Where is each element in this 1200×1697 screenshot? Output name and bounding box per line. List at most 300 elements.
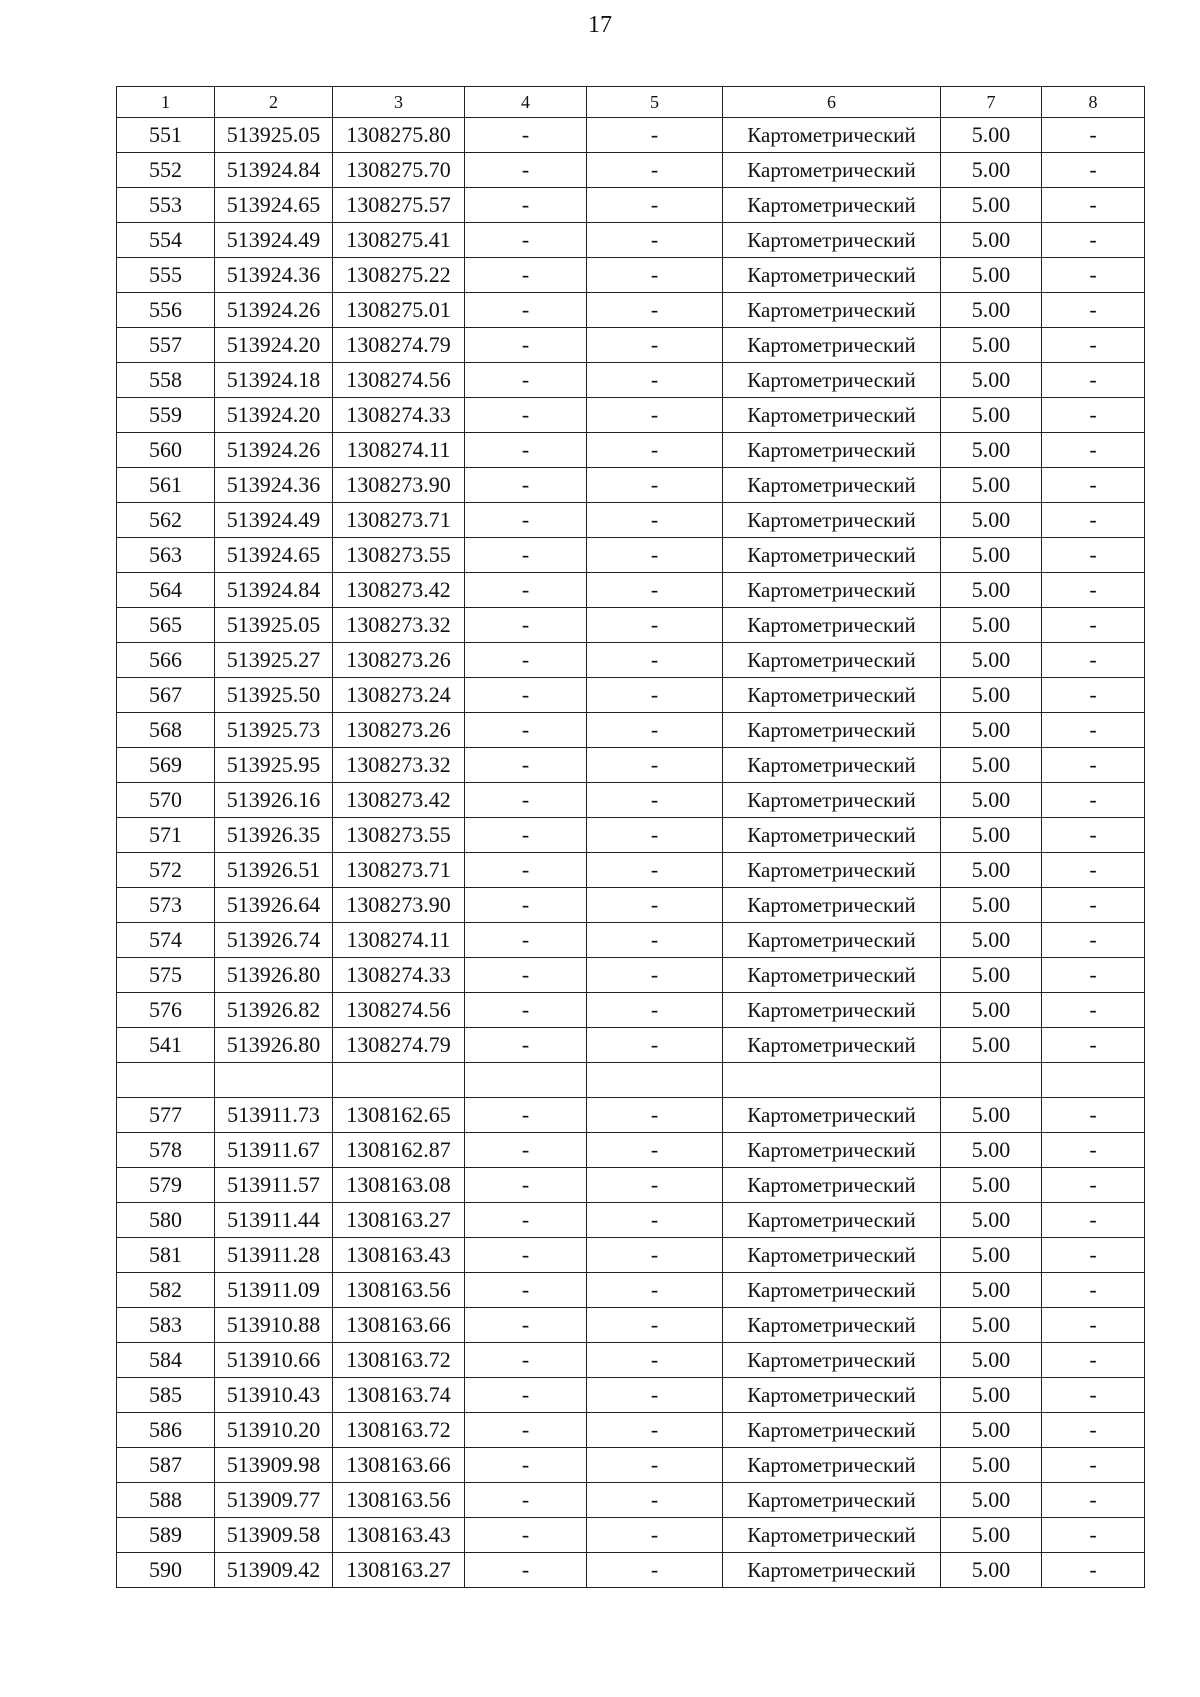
table-row bbox=[117, 538, 1145, 573]
table-row bbox=[117, 958, 1145, 993]
precision-cell: 5.00 bbox=[941, 258, 1042, 293]
column-4-cell: - bbox=[465, 503, 587, 538]
method-cell: Картометрический bbox=[723, 433, 941, 468]
column-5-cell: - bbox=[587, 1553, 723, 1588]
y-coordinate-cell: 1308273.71 bbox=[333, 503, 465, 538]
method-cell: Картометрический bbox=[723, 328, 941, 363]
column-5-cell: - bbox=[587, 398, 723, 433]
method-cell: Картометрический bbox=[723, 538, 941, 573]
precision-cell: 5.00 bbox=[941, 958, 1042, 993]
table-row bbox=[117, 1553, 1145, 1588]
point-number-cell: 560 bbox=[117, 433, 215, 468]
x-coordinate-cell: 513926.80 bbox=[215, 958, 333, 993]
column-8-cell: - bbox=[1042, 328, 1145, 363]
column-5-cell: - bbox=[587, 363, 723, 398]
precision-cell: 5.00 bbox=[941, 468, 1042, 503]
column-8-cell: - bbox=[1042, 818, 1145, 853]
precision-cell: 5.00 bbox=[941, 1168, 1042, 1203]
table-row bbox=[117, 783, 1145, 818]
y-coordinate-cell: 1308274.33 bbox=[333, 958, 465, 993]
column-5-cell: - bbox=[587, 503, 723, 538]
precision-cell: 5.00 bbox=[941, 923, 1042, 958]
column-4-cell: - bbox=[465, 853, 587, 888]
x-coordinate-cell: 513924.18 bbox=[215, 363, 333, 398]
column-5-cell: - bbox=[587, 1203, 723, 1238]
y-coordinate-cell: 1308162.87 bbox=[333, 1133, 465, 1168]
x-coordinate-cell: 513924.65 bbox=[215, 538, 333, 573]
y-coordinate-cell: 1308275.22 bbox=[333, 258, 465, 293]
table-row bbox=[117, 223, 1145, 258]
method-cell: Картометрический bbox=[723, 643, 941, 678]
point-number-cell: 558 bbox=[117, 363, 215, 398]
table-row bbox=[117, 468, 1145, 503]
column-4-cell: - bbox=[465, 188, 587, 223]
precision-cell: 5.00 bbox=[941, 363, 1042, 398]
y-coordinate-cell: 1308163.43 bbox=[333, 1518, 465, 1553]
column-4-cell: - bbox=[465, 118, 587, 153]
precision-cell: 5.00 bbox=[941, 1553, 1042, 1588]
point-number-cell: 555 bbox=[117, 258, 215, 293]
method-cell: Картометрический bbox=[723, 888, 941, 923]
y-coordinate-cell: 1308163.43 bbox=[333, 1238, 465, 1273]
table-row bbox=[117, 1063, 1145, 1098]
point-number-cell: 541 bbox=[117, 1028, 215, 1063]
precision-cell: 5.00 bbox=[941, 1448, 1042, 1483]
column-4-cell: - bbox=[465, 748, 587, 783]
x-coordinate-cell: 513911.57 bbox=[215, 1168, 333, 1203]
precision-cell: 5.00 bbox=[941, 1483, 1042, 1518]
column-5-cell: - bbox=[587, 188, 723, 223]
y-coordinate-cell: 1308273.24 bbox=[333, 678, 465, 713]
x-coordinate-cell: 513911.73 bbox=[215, 1098, 333, 1133]
column-header: 8 bbox=[1042, 87, 1145, 118]
x-coordinate-cell: 513926.82 bbox=[215, 993, 333, 1028]
precision-cell: 5.00 bbox=[941, 1098, 1042, 1133]
precision-cell: 5.00 bbox=[941, 188, 1042, 223]
column-4-cell: - bbox=[465, 923, 587, 958]
point-number-cell: 584 bbox=[117, 1343, 215, 1378]
column-8-cell: - bbox=[1042, 853, 1145, 888]
column-5-cell: - bbox=[587, 1483, 723, 1518]
x-coordinate-cell: 513909.58 bbox=[215, 1518, 333, 1553]
x-coordinate-cell: 513925.73 bbox=[215, 713, 333, 748]
column-5-cell: - bbox=[587, 258, 723, 293]
column-8-cell: - bbox=[1042, 1343, 1145, 1378]
y-coordinate-cell: 1308274.33 bbox=[333, 398, 465, 433]
column-8-cell: - bbox=[1042, 293, 1145, 328]
column-4-cell: - bbox=[465, 958, 587, 993]
x-coordinate-cell: 513910.43 bbox=[215, 1378, 333, 1413]
y-coordinate-cell: 1308163.56 bbox=[333, 1483, 465, 1518]
table-row bbox=[117, 328, 1145, 363]
column-4-cell: - bbox=[465, 713, 587, 748]
point-number-cell: 581 bbox=[117, 1238, 215, 1273]
column-number-row bbox=[117, 87, 1145, 118]
method-cell: Картометрический bbox=[723, 1378, 941, 1413]
y-coordinate-cell: 1308273.55 bbox=[333, 818, 465, 853]
column-8-cell: - bbox=[1042, 363, 1145, 398]
column-8-cell: - bbox=[1042, 608, 1145, 643]
table-row bbox=[117, 1273, 1145, 1308]
column-4-cell: - bbox=[465, 328, 587, 363]
y-coordinate-cell: 1308274.11 bbox=[333, 433, 465, 468]
method-cell: Картометрический bbox=[723, 1238, 941, 1273]
table-row bbox=[117, 853, 1145, 888]
table-row bbox=[117, 1448, 1145, 1483]
precision-cell: 5.00 bbox=[941, 293, 1042, 328]
column-5-cell: - bbox=[587, 328, 723, 363]
column-4-cell: - bbox=[465, 258, 587, 293]
method-cell: Картометрический bbox=[723, 1413, 941, 1448]
x-coordinate-cell: 513911.67 bbox=[215, 1133, 333, 1168]
column-4-cell: - bbox=[465, 433, 587, 468]
precision-cell: 5.00 bbox=[941, 223, 1042, 258]
column-header: 7 bbox=[941, 87, 1042, 118]
column-4-cell: - bbox=[465, 1203, 587, 1238]
x-coordinate-cell: 513924.65 bbox=[215, 188, 333, 223]
method-cell: Картометрический bbox=[723, 118, 941, 153]
table-row bbox=[117, 258, 1145, 293]
column-header: 5 bbox=[587, 87, 723, 118]
point-number-cell: 571 bbox=[117, 818, 215, 853]
x-coordinate-cell: 513926.64 bbox=[215, 888, 333, 923]
column-4-cell: - bbox=[465, 468, 587, 503]
table-row bbox=[117, 573, 1145, 608]
method-cell: Картометрический bbox=[723, 1518, 941, 1553]
column-5-cell: - bbox=[587, 1518, 723, 1553]
point-number-cell: 569 bbox=[117, 748, 215, 783]
point-number-cell: 564 bbox=[117, 573, 215, 608]
precision-cell: 5.00 bbox=[941, 573, 1042, 608]
column-header: 1 bbox=[117, 87, 215, 118]
column-header: 4 bbox=[465, 87, 587, 118]
point-number-cell: 572 bbox=[117, 853, 215, 888]
column-5-cell: - bbox=[587, 1098, 723, 1133]
column-4-cell: - bbox=[465, 1343, 587, 1378]
y-coordinate-cell: 1308275.57 bbox=[333, 188, 465, 223]
x-coordinate-cell: 513924.36 bbox=[215, 468, 333, 503]
x-coordinate-cell: 513910.20 bbox=[215, 1413, 333, 1448]
column-4-cell: - bbox=[465, 538, 587, 573]
table-row bbox=[117, 118, 1145, 153]
column-8-cell: - bbox=[1042, 398, 1145, 433]
column-5-cell: - bbox=[587, 433, 723, 468]
method-cell: Картометрический bbox=[723, 853, 941, 888]
point-number-cell: 553 bbox=[117, 188, 215, 223]
column-5-cell: - bbox=[587, 1413, 723, 1448]
column-5-cell: - bbox=[587, 223, 723, 258]
precision-cell: 5.00 bbox=[941, 433, 1042, 468]
table-row bbox=[117, 1133, 1145, 1168]
table-row bbox=[117, 608, 1145, 643]
point-number-cell: 573 bbox=[117, 888, 215, 923]
column-4-cell: - bbox=[465, 293, 587, 328]
column-8-cell: - bbox=[1042, 538, 1145, 573]
column-8-cell: - bbox=[1042, 1413, 1145, 1448]
y-coordinate-cell: 1308275.41 bbox=[333, 223, 465, 258]
y-coordinate-cell: 1308273.26 bbox=[333, 643, 465, 678]
column-5-cell: - bbox=[587, 1238, 723, 1273]
method-cell: Картометрический bbox=[723, 1343, 941, 1378]
y-coordinate-cell: 1308163.74 bbox=[333, 1378, 465, 1413]
table-row bbox=[117, 1378, 1145, 1413]
column-8-cell: - bbox=[1042, 433, 1145, 468]
table-body bbox=[117, 87, 1145, 1588]
column-8-cell: - bbox=[1042, 468, 1145, 503]
table-row bbox=[117, 398, 1145, 433]
method-cell: Картометрический bbox=[723, 398, 941, 433]
y-coordinate-cell: 1308273.90 bbox=[333, 888, 465, 923]
method-cell bbox=[723, 1063, 941, 1098]
precision-cell: 5.00 bbox=[941, 608, 1042, 643]
column-5-cell: - bbox=[587, 1133, 723, 1168]
table-row bbox=[117, 293, 1145, 328]
x-coordinate-cell: 513925.95 bbox=[215, 748, 333, 783]
table-row bbox=[117, 1238, 1145, 1273]
column-8-cell: - bbox=[1042, 1203, 1145, 1238]
point-number-cell: 563 bbox=[117, 538, 215, 573]
y-coordinate-cell: 1308275.01 bbox=[333, 293, 465, 328]
point-number-cell: 585 bbox=[117, 1378, 215, 1413]
x-coordinate-cell: 513925.50 bbox=[215, 678, 333, 713]
column-8-cell: - bbox=[1042, 783, 1145, 818]
precision-cell: 5.00 bbox=[941, 503, 1042, 538]
x-coordinate-cell: 513924.26 bbox=[215, 433, 333, 468]
column-8-cell: - bbox=[1042, 188, 1145, 223]
method-cell: Картометрический bbox=[723, 783, 941, 818]
precision-cell: 5.00 bbox=[941, 1518, 1042, 1553]
column-5-cell: - bbox=[587, 1168, 723, 1203]
x-coordinate-cell: 513911.44 bbox=[215, 1203, 333, 1238]
method-cell: Картометрический bbox=[723, 993, 941, 1028]
y-coordinate-cell: 1308273.42 bbox=[333, 783, 465, 818]
column-4-cell: - bbox=[465, 993, 587, 1028]
y-coordinate-cell: 1308273.55 bbox=[333, 538, 465, 573]
method-cell: Картометрический bbox=[723, 573, 941, 608]
x-coordinate-cell: 513924.20 bbox=[215, 398, 333, 433]
point-number-cell: 583 bbox=[117, 1308, 215, 1343]
method-cell: Картометрический bbox=[723, 1448, 941, 1483]
x-coordinate-cell: 513925.05 bbox=[215, 608, 333, 643]
column-8-cell: - bbox=[1042, 1238, 1145, 1273]
x-coordinate-cell: 513924.49 bbox=[215, 223, 333, 258]
point-number-cell: 565 bbox=[117, 608, 215, 643]
precision-cell: 5.00 bbox=[941, 538, 1042, 573]
table-row bbox=[117, 503, 1145, 538]
column-5-cell: - bbox=[587, 468, 723, 503]
precision-cell: 5.00 bbox=[941, 328, 1042, 363]
table-row bbox=[117, 1203, 1145, 1238]
precision-cell: 5.00 bbox=[941, 1308, 1042, 1343]
x-coordinate-cell: 513911.28 bbox=[215, 1238, 333, 1273]
method-cell: Картометрический bbox=[723, 503, 941, 538]
precision-cell: 5.00 bbox=[941, 1343, 1042, 1378]
column-5-cell: - bbox=[587, 1343, 723, 1378]
table-row bbox=[117, 1168, 1145, 1203]
precision-cell: 5.00 bbox=[941, 118, 1042, 153]
column-4-cell: - bbox=[465, 888, 587, 923]
y-coordinate-cell: 1308163.72 bbox=[333, 1343, 465, 1378]
point-number-cell: 589 bbox=[117, 1518, 215, 1553]
method-cell: Картометрический bbox=[723, 1273, 941, 1308]
table-row bbox=[117, 888, 1145, 923]
y-coordinate-cell: 1308163.08 bbox=[333, 1168, 465, 1203]
x-coordinate-cell: 513910.66 bbox=[215, 1343, 333, 1378]
y-coordinate-cell: 1308163.27 bbox=[333, 1203, 465, 1238]
point-number-cell: 566 bbox=[117, 643, 215, 678]
column-8-cell: - bbox=[1042, 118, 1145, 153]
point-number-cell: 575 bbox=[117, 958, 215, 993]
x-coordinate-cell: 513924.36 bbox=[215, 258, 333, 293]
column-5-cell: - bbox=[587, 608, 723, 643]
precision-cell bbox=[941, 1063, 1042, 1098]
point-number-cell: 567 bbox=[117, 678, 215, 713]
method-cell: Картометрический bbox=[723, 1483, 941, 1518]
x-coordinate-cell: 513911.09 bbox=[215, 1273, 333, 1308]
point-number-cell: 576 bbox=[117, 993, 215, 1028]
column-5-cell: - bbox=[587, 783, 723, 818]
column-8-cell: - bbox=[1042, 1273, 1145, 1308]
method-cell: Картометрический bbox=[723, 1553, 941, 1588]
method-cell: Картометрический bbox=[723, 153, 941, 188]
precision-cell: 5.00 bbox=[941, 818, 1042, 853]
column-4-cell: - bbox=[465, 153, 587, 188]
column-4-cell: - bbox=[465, 1518, 587, 1553]
column-8-cell: - bbox=[1042, 713, 1145, 748]
point-number-cell: 551 bbox=[117, 118, 215, 153]
method-cell: Картометрический bbox=[723, 713, 941, 748]
y-coordinate-cell: 1308274.56 bbox=[333, 363, 465, 398]
y-coordinate-cell: 1308273.26 bbox=[333, 713, 465, 748]
precision-cell: 5.00 bbox=[941, 1273, 1042, 1308]
x-coordinate-cell: 513926.16 bbox=[215, 783, 333, 818]
y-coordinate-cell: 1308163.72 bbox=[333, 1413, 465, 1448]
method-cell: Картометрический bbox=[723, 293, 941, 328]
column-8-cell bbox=[1042, 1063, 1145, 1098]
point-number-cell: 578 bbox=[117, 1133, 215, 1168]
table-row bbox=[117, 993, 1145, 1028]
column-8-cell: - bbox=[1042, 993, 1145, 1028]
point-number-cell: 559 bbox=[117, 398, 215, 433]
column-8-cell: - bbox=[1042, 1098, 1145, 1133]
x-coordinate-cell: 513924.20 bbox=[215, 328, 333, 363]
column-4-cell: - bbox=[465, 608, 587, 643]
table-row bbox=[117, 1518, 1145, 1553]
column-5-cell: - bbox=[587, 1378, 723, 1413]
column-5-cell: - bbox=[587, 643, 723, 678]
x-coordinate-cell: 513926.35 bbox=[215, 818, 333, 853]
column-4-cell: - bbox=[465, 1133, 587, 1168]
column-4-cell: - bbox=[465, 1308, 587, 1343]
column-8-cell: - bbox=[1042, 258, 1145, 293]
column-5-cell: - bbox=[587, 888, 723, 923]
table-row bbox=[117, 433, 1145, 468]
column-8-cell: - bbox=[1042, 153, 1145, 188]
y-coordinate-cell: 1308274.79 bbox=[333, 328, 465, 363]
method-cell: Картометрический bbox=[723, 1308, 941, 1343]
column-header: 3 bbox=[333, 87, 465, 118]
precision-cell: 5.00 bbox=[941, 1378, 1042, 1413]
column-5-cell: - bbox=[587, 923, 723, 958]
y-coordinate-cell: 1308274.79 bbox=[333, 1028, 465, 1063]
column-4-cell: - bbox=[465, 1413, 587, 1448]
column-8-cell: - bbox=[1042, 923, 1145, 958]
column-5-cell bbox=[587, 1063, 723, 1098]
method-cell: Картометрический bbox=[723, 818, 941, 853]
point-number-cell: 587 bbox=[117, 1448, 215, 1483]
column-8-cell: - bbox=[1042, 1553, 1145, 1588]
precision-cell: 5.00 bbox=[941, 1203, 1042, 1238]
precision-cell: 5.00 bbox=[941, 713, 1042, 748]
column-8-cell: - bbox=[1042, 1308, 1145, 1343]
column-8-cell: - bbox=[1042, 643, 1145, 678]
column-5-cell: - bbox=[587, 958, 723, 993]
column-4-cell: - bbox=[465, 363, 587, 398]
table-row bbox=[117, 1028, 1145, 1063]
column-4-cell: - bbox=[465, 643, 587, 678]
column-5-cell: - bbox=[587, 993, 723, 1028]
y-coordinate-cell: 1308273.32 bbox=[333, 748, 465, 783]
point-number-cell: 580 bbox=[117, 1203, 215, 1238]
column-4-cell: - bbox=[465, 573, 587, 608]
column-5-cell: - bbox=[587, 748, 723, 783]
column-5-cell: - bbox=[587, 853, 723, 888]
column-header: 2 bbox=[215, 87, 333, 118]
precision-cell: 5.00 bbox=[941, 1238, 1042, 1273]
precision-cell: 5.00 bbox=[941, 993, 1042, 1028]
table-row bbox=[117, 713, 1145, 748]
column-5-cell: - bbox=[587, 713, 723, 748]
column-4-cell: - bbox=[465, 678, 587, 713]
table-row bbox=[117, 1343, 1145, 1378]
column-4-cell: - bbox=[465, 1238, 587, 1273]
column-4-cell: - bbox=[465, 783, 587, 818]
y-coordinate-cell: 1308163.66 bbox=[333, 1308, 465, 1343]
table-row bbox=[117, 1483, 1145, 1518]
column-8-cell: - bbox=[1042, 1028, 1145, 1063]
x-coordinate-cell: 513924.84 bbox=[215, 573, 333, 608]
column-5-cell: - bbox=[587, 573, 723, 608]
method-cell: Картометрический bbox=[723, 188, 941, 223]
table-row bbox=[117, 748, 1145, 783]
column-8-cell: - bbox=[1042, 1483, 1145, 1518]
method-cell: Картометрический bbox=[723, 923, 941, 958]
x-coordinate-cell: 513926.51 bbox=[215, 853, 333, 888]
precision-cell: 5.00 bbox=[941, 1028, 1042, 1063]
column-8-cell: - bbox=[1042, 1133, 1145, 1168]
point-number-cell: 579 bbox=[117, 1168, 215, 1203]
column-5-cell: - bbox=[587, 118, 723, 153]
column-5-cell: - bbox=[587, 1308, 723, 1343]
column-4-cell: - bbox=[465, 223, 587, 258]
point-number-cell: 554 bbox=[117, 223, 215, 258]
table-row bbox=[117, 153, 1145, 188]
point-number-cell: 570 bbox=[117, 783, 215, 818]
point-number-cell: 552 bbox=[117, 153, 215, 188]
method-cell: Картометрический bbox=[723, 363, 941, 398]
method-cell: Картометрический bbox=[723, 958, 941, 993]
table-row bbox=[117, 188, 1145, 223]
y-coordinate-cell: 1308163.66 bbox=[333, 1448, 465, 1483]
column-4-cell: - bbox=[465, 1378, 587, 1413]
y-coordinate-cell bbox=[333, 1063, 465, 1098]
y-coordinate-cell: 1308275.70 bbox=[333, 153, 465, 188]
table-row bbox=[117, 923, 1145, 958]
y-coordinate-cell: 1308273.42 bbox=[333, 573, 465, 608]
point-number-cell: 562 bbox=[117, 503, 215, 538]
y-coordinate-cell: 1308274.11 bbox=[333, 923, 465, 958]
x-coordinate-cell bbox=[215, 1063, 333, 1098]
